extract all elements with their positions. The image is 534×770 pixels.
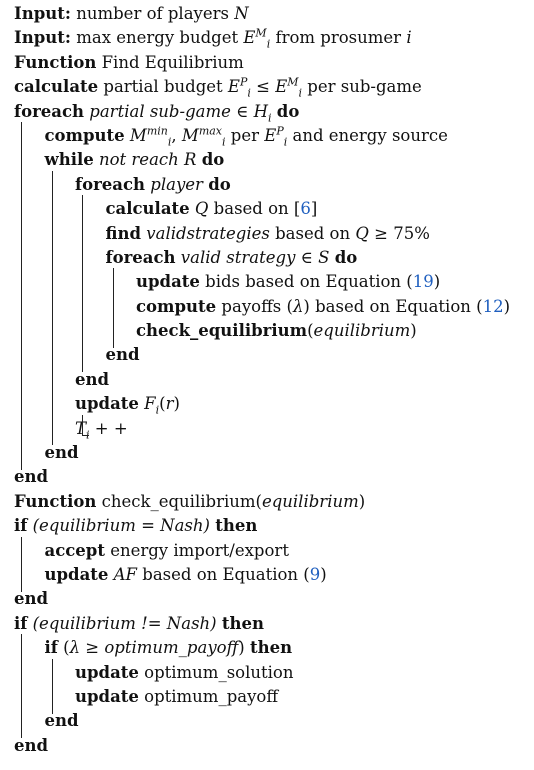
line-text: i: [247, 86, 251, 100]
line-text: ): [503, 296, 511, 316]
block-guide-hook: [82, 435, 89, 436]
line-text: Q: [355, 223, 369, 243]
algorithm-line: [14, 709, 530, 733]
algorithm-line: [14, 685, 530, 709]
algorithm-line: [14, 124, 530, 148]
algorithm-line: [14, 661, 530, 685]
algorithm-line: [14, 734, 530, 758]
line-text: partial budget: [98, 77, 228, 97]
line-text: based on: [269, 223, 356, 243]
algorithm-line: [14, 587, 530, 611]
algorithm-line: [14, 222, 530, 246]
keyword: foreach: [14, 101, 85, 121]
algorithm-line: [14, 465, 530, 489]
keyword: accept: [44, 540, 105, 560]
line-text: and energy source: [287, 125, 448, 145]
line-text: P: [276, 124, 284, 138]
line-text: M: [181, 125, 199, 145]
line-text: ): [238, 638, 250, 658]
keyword: foreach: [75, 174, 146, 194]
keyword: end: [14, 467, 49, 487]
line-text: min: [146, 124, 168, 138]
line-text: M: [287, 75, 299, 89]
keyword: update: [44, 564, 109, 584]
line-text: partial sub-game: [89, 101, 231, 121]
keyword: update: [75, 394, 139, 414]
algorithm-line: [14, 539, 530, 563]
algorithm-line: [14, 51, 530, 75]
keyword: then: [215, 516, 258, 536]
line-text: ,: [171, 125, 182, 145]
line-text: i: [298, 86, 303, 100]
algorithm-line: [14, 295, 530, 319]
line-text: max: [198, 124, 223, 138]
block-guide-line: [21, 122, 22, 470]
algorithm-listing: [14, 2, 530, 758]
algorithm-line: [14, 173, 530, 197]
keyword: do: [201, 150, 225, 170]
keyword: find: [105, 223, 142, 243]
line-text: (: [307, 321, 314, 341]
line-text: player: [150, 174, 203, 194]
line-text: validstrategies: [146, 223, 270, 243]
keyword: end: [14, 589, 49, 609]
block-guide-line: [52, 659, 53, 714]
line-text: Find Equilibrium: [96, 52, 244, 72]
algorithm-line: [14, 368, 530, 392]
keyword: update: [136, 272, 200, 292]
line-text: ≤: [250, 77, 276, 97]
line-text: ): [410, 321, 417, 341]
line-text: S: [318, 247, 330, 267]
citation-link[interactable]: 12: [482, 296, 504, 316]
citation-link[interactable]: 6: [300, 199, 311, 219]
line-text: ): [358, 491, 366, 511]
keyword: update: [75, 662, 139, 682]
line-text: E: [264, 125, 277, 145]
keyword: then: [249, 638, 293, 658]
keyword: end: [105, 345, 140, 365]
algorithm-line: [14, 417, 530, 441]
line-text: bids based on Equation (: [199, 272, 413, 292]
line-text: i: [406, 28, 412, 48]
algorithm-line: [14, 392, 530, 416]
keyword: end: [44, 711, 79, 731]
keyword: if: [44, 638, 58, 658]
line-text: (: [159, 394, 166, 414]
line-text: based on [: [208, 199, 301, 219]
line-text: from prosumer: [270, 28, 407, 48]
keyword: if: [14, 516, 28, 536]
line-text: per: [225, 125, 265, 145]
line-text: payoffs (: [216, 296, 293, 316]
keyword: Input:: [14, 4, 71, 23]
line-text: λ: [69, 638, 81, 658]
keyword: compute: [136, 296, 217, 316]
line-text: ∈: [230, 101, 254, 121]
algorithm-line: [14, 563, 530, 587]
line-text: number of players: [70, 4, 235, 23]
line-text: optimum_payoff: [104, 638, 239, 658]
keyword: end: [44, 443, 79, 463]
line-text: equilibrium: [261, 491, 359, 511]
line-text: i: [268, 110, 272, 124]
line-text: ≥ 75%: [368, 223, 430, 243]
block-guide-line: [82, 415, 83, 435]
algorithm-line: [14, 343, 530, 367]
line-text: (equilibrium != Nash): [32, 613, 217, 633]
keyword: do: [334, 247, 358, 267]
line-text: check_equilibrium(: [96, 491, 262, 511]
line-text: E: [275, 77, 288, 97]
line-text: P: [239, 75, 248, 89]
block-guide-line: [21, 634, 22, 738]
algorithm-line: [14, 319, 530, 343]
algorithm-line: [14, 2, 530, 26]
line-text: valid strategy: [180, 247, 296, 267]
keyword: if: [14, 613, 28, 633]
line-text: i: [266, 37, 271, 51]
line-text: AF: [113, 564, 138, 584]
keyword: do: [276, 101, 300, 121]
keyword: end: [75, 369, 110, 389]
line-text: (equilibrium = Nash): [32, 516, 210, 536]
keyword: do: [208, 174, 231, 194]
algorithm-line: [14, 612, 530, 636]
line-text: ) based on Equation (: [303, 296, 483, 316]
line-text: F: [144, 394, 156, 414]
keyword: check_equilibrium: [136, 321, 308, 341]
block-guide-line: [21, 537, 22, 592]
line-text: M: [129, 125, 147, 145]
line-text: equilibrium: [313, 321, 411, 341]
algorithm-line: [14, 197, 530, 221]
algorithm-line: [14, 636, 530, 660]
algorithm-line: [14, 100, 530, 124]
line-text: i: [167, 135, 172, 149]
line-text: ): [320, 564, 327, 584]
line-text: ): [173, 394, 180, 414]
block-guide-line: [82, 195, 83, 372]
citation-link[interactable]: 9: [309, 564, 321, 584]
line-text: optimum_payoff: [138, 686, 279, 706]
line-text: T: [75, 418, 87, 438]
line-text: + +: [89, 418, 128, 438]
line-text: optimum_solution: [138, 662, 294, 682]
keyword: calculate: [105, 199, 190, 219]
line-text: Q: [194, 199, 209, 219]
algorithm-line: [14, 26, 530, 50]
line-text: N: [234, 4, 249, 23]
keyword: Function: [14, 52, 97, 72]
line-text: E: [243, 28, 256, 48]
block-guide-line: [113, 268, 114, 347]
keyword: Function: [14, 491, 97, 511]
line-text: not reach R: [98, 150, 197, 170]
line-text: i: [155, 403, 160, 417]
line-text: i: [283, 135, 288, 149]
block-guide-line: [52, 171, 53, 445]
algorithm-line: [14, 270, 530, 294]
algorithm-line: [14, 490, 530, 514]
algorithm-line: [14, 246, 530, 270]
line-text: per sub-game: [302, 77, 422, 97]
line-text: i: [222, 135, 226, 149]
line-text: λ: [292, 296, 304, 316]
keyword: Input:: [14, 28, 71, 48]
line-text: ≥: [80, 638, 105, 658]
line-text: based on Equation (: [137, 564, 310, 584]
algorithm-line: [14, 441, 530, 465]
line-text: ): [433, 272, 441, 292]
line-text: (: [57, 638, 70, 658]
keyword: while: [44, 150, 94, 170]
line-text: M: [255, 26, 267, 40]
citation-link[interactable]: 19: [412, 272, 434, 292]
algorithm-line: [14, 148, 530, 172]
keyword: update: [75, 686, 139, 706]
line-text: ]: [310, 199, 318, 219]
line-text: r: [165, 394, 174, 414]
algorithm-line: [14, 514, 530, 538]
keyword: then: [221, 613, 264, 633]
line-text: E: [227, 77, 240, 97]
line-text: ∈: [295, 247, 319, 267]
algorithm-line: [14, 75, 530, 99]
keyword: compute: [44, 125, 125, 145]
line-text: i: [86, 427, 90, 441]
keyword: calculate: [14, 77, 99, 97]
line-text: max energy budget: [70, 28, 244, 48]
keyword: end: [14, 735, 49, 755]
line-text: H: [253, 101, 268, 121]
keyword: foreach: [105, 247, 176, 267]
line-text: energy import/export: [104, 540, 289, 560]
